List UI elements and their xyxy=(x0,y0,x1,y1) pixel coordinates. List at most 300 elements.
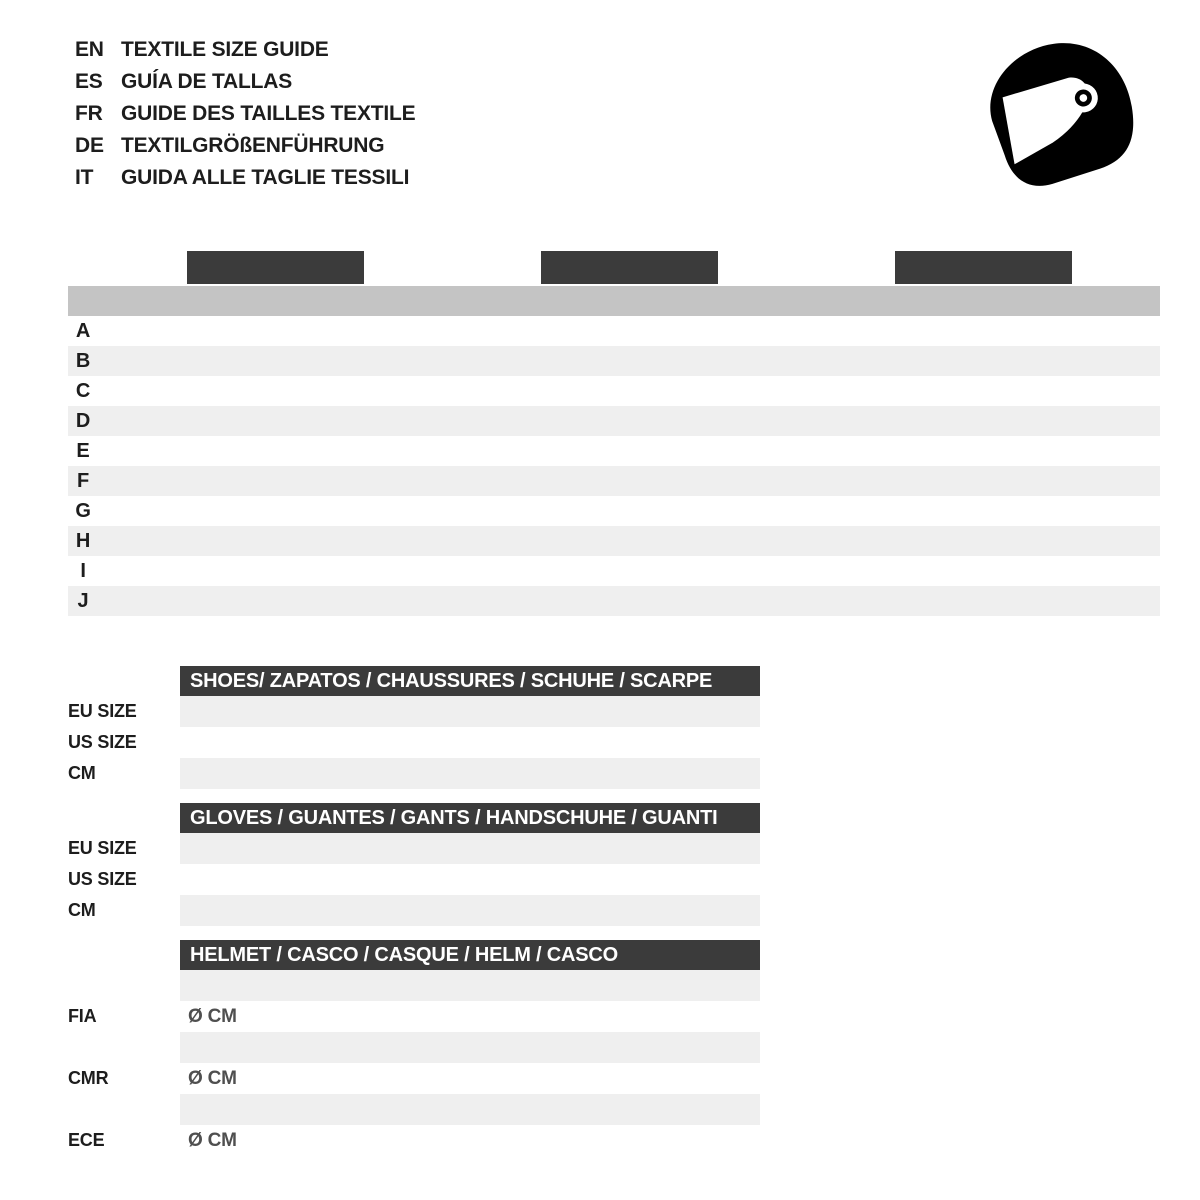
size-cell xyxy=(257,727,296,758)
measurement-cell xyxy=(187,376,276,406)
size-cell xyxy=(296,758,335,789)
measurement-cell xyxy=(452,526,541,556)
row-values xyxy=(180,696,760,727)
size-cell xyxy=(180,727,219,758)
helmet-title-bar: HELMET / CASCO / CASQUE / HELM / CASCO xyxy=(180,940,760,970)
size-cell xyxy=(373,895,470,926)
size-cell xyxy=(451,758,490,789)
measurement-cell xyxy=(718,316,807,346)
size-cell xyxy=(595,1063,675,1094)
measurement-cell xyxy=(98,586,187,616)
measurement-cell xyxy=(452,496,541,526)
size-label-cell xyxy=(435,970,515,1001)
size-label-cell xyxy=(355,1094,435,1125)
size-cell xyxy=(675,1001,755,1032)
measurement-cell xyxy=(98,556,187,586)
standard-label: ECE xyxy=(68,1130,105,1150)
size-label-cell xyxy=(435,1094,515,1125)
row-label: EU SIZE xyxy=(68,701,137,721)
measurement-cell xyxy=(98,436,187,466)
size-cell xyxy=(275,1125,355,1156)
size-cell xyxy=(451,696,490,727)
size-group-label xyxy=(364,251,541,284)
measurement-cell xyxy=(452,436,541,466)
measurement-cell xyxy=(983,376,1072,406)
row-label: J xyxy=(77,589,89,612)
table-row xyxy=(68,406,1160,436)
measurement-cell xyxy=(895,556,984,586)
measurement-cell xyxy=(541,496,630,526)
measurement-cell xyxy=(806,346,895,376)
measurement-cell xyxy=(541,586,630,616)
measurement-cell xyxy=(275,526,364,556)
measurement-cell xyxy=(895,586,984,616)
size-cell xyxy=(435,1063,515,1094)
size-cell xyxy=(528,696,567,727)
size-label-cell xyxy=(435,1032,515,1063)
size-cell xyxy=(644,758,683,789)
measurement-cell xyxy=(541,466,630,496)
size-cell xyxy=(721,696,760,727)
measurement-cell xyxy=(275,316,364,346)
measurement-cell xyxy=(983,526,1072,556)
measurement-cell xyxy=(275,496,364,526)
row-label: D xyxy=(75,409,91,432)
measurement-cell xyxy=(452,466,541,496)
measurement-cell xyxy=(364,556,453,586)
measurement-cell xyxy=(629,376,718,406)
size-cell xyxy=(489,696,528,727)
size-cell xyxy=(296,727,335,758)
measurement-cell xyxy=(718,406,807,436)
size-cell xyxy=(277,864,374,895)
size-cell xyxy=(605,758,644,789)
measurement-cell xyxy=(806,526,895,556)
shoes-table xyxy=(68,666,760,789)
standard-label: CMR xyxy=(68,1068,109,1088)
size-cell xyxy=(373,727,412,758)
row-label: EU SIZE xyxy=(68,838,137,858)
size-number xyxy=(806,286,895,316)
measurement-cell xyxy=(275,466,364,496)
size-cell xyxy=(355,1001,435,1032)
row-values xyxy=(180,758,760,789)
table-row xyxy=(68,895,760,926)
size-number xyxy=(275,286,364,316)
measurement-cell xyxy=(629,436,718,466)
size-group-label xyxy=(187,251,364,284)
measurement-cell xyxy=(98,466,187,496)
measurement-cell xyxy=(541,526,630,556)
measurement-cell xyxy=(895,406,984,436)
spacer xyxy=(180,970,275,1001)
measurement-cell xyxy=(364,466,453,496)
measurement-cell xyxy=(541,406,630,436)
row-values xyxy=(180,895,760,926)
measurement-cell xyxy=(983,496,1072,526)
size-label-cell xyxy=(595,1094,675,1125)
measurement-cell xyxy=(718,526,807,556)
measurement-cell xyxy=(187,586,276,616)
table-row xyxy=(68,758,760,789)
size-cell xyxy=(257,758,296,789)
measurement-cell xyxy=(718,556,807,586)
measurement-cell xyxy=(364,406,453,436)
row-values xyxy=(180,1125,760,1156)
measurement-cell xyxy=(98,316,187,346)
language-code: ES xyxy=(75,70,103,93)
measurement-cell xyxy=(1072,466,1161,496)
size-cell xyxy=(567,864,664,895)
measurement-cell xyxy=(275,406,364,436)
size-cell xyxy=(219,727,258,758)
row-label: US SIZE xyxy=(68,869,137,889)
size-group-label xyxy=(895,251,1072,284)
size-label-cell xyxy=(275,1094,355,1125)
size-cell xyxy=(644,696,683,727)
row-values xyxy=(180,970,760,1001)
unit-cell: Ø CM xyxy=(188,1067,237,1089)
row-values xyxy=(180,864,760,895)
size-number xyxy=(98,286,187,316)
table-row xyxy=(68,376,1160,406)
row-label: H xyxy=(75,529,91,552)
measurement-cell xyxy=(629,526,718,556)
size-cell xyxy=(683,727,722,758)
size-label-cell xyxy=(515,970,595,1001)
measurement-legend xyxy=(805,666,1183,1156)
table-row xyxy=(68,833,760,864)
size-label-cell xyxy=(355,970,435,1001)
language-code: IT xyxy=(75,166,94,189)
numeric-size-band xyxy=(68,286,1160,316)
measurement-cell xyxy=(983,466,1072,496)
table-row xyxy=(68,1125,760,1156)
measurement-cell xyxy=(364,586,453,616)
size-cell xyxy=(470,833,567,864)
row-label: CM xyxy=(68,900,96,920)
size-cell xyxy=(515,1125,595,1156)
measurement-cell xyxy=(895,466,984,496)
table-row xyxy=(68,436,1160,466)
size-cell xyxy=(567,727,606,758)
size-cell xyxy=(663,864,760,895)
measurement-cell xyxy=(187,466,276,496)
gloves-title-bar: GLOVES / GUANTES / GANTS / HANDSCHUHE / GUANTI xyxy=(180,803,760,833)
row-label: B xyxy=(75,349,91,372)
measurement-cell xyxy=(187,496,276,526)
size-cell xyxy=(675,1125,755,1156)
size-cell xyxy=(515,1063,595,1094)
size-cell xyxy=(180,833,277,864)
measurement-cell xyxy=(895,376,984,406)
measurement-cell xyxy=(98,406,187,436)
accessory-size-section xyxy=(68,666,1200,1156)
garment-size-table xyxy=(68,251,1160,616)
table-row xyxy=(68,864,760,895)
size-cell xyxy=(595,1001,675,1032)
helmet-standard-section xyxy=(68,970,760,1032)
measurement-cell xyxy=(629,406,718,436)
measurement-cell xyxy=(187,526,276,556)
measurement-cell xyxy=(452,316,541,346)
measurement-cell xyxy=(718,376,807,406)
table-row xyxy=(68,346,1160,376)
spacer xyxy=(68,1094,180,1125)
measurement-cell xyxy=(452,556,541,586)
measurement-cell xyxy=(98,496,187,526)
size-label-cell xyxy=(275,1032,355,1063)
size-header-row xyxy=(68,1032,760,1063)
measurement-cell xyxy=(98,346,187,376)
measurement-cell xyxy=(452,376,541,406)
measurement-cell xyxy=(806,466,895,496)
measurement-cell xyxy=(895,496,984,526)
size-cell xyxy=(277,895,374,926)
size-group-label xyxy=(541,251,718,284)
language-title: GUÍA DE TALLAS xyxy=(121,70,293,93)
size-number xyxy=(452,286,541,316)
measurement-cell xyxy=(452,586,541,616)
measurement-cell xyxy=(1072,586,1161,616)
size-cell xyxy=(180,864,277,895)
size-cell xyxy=(373,758,412,789)
measurement-cell xyxy=(895,316,984,346)
language-title: GUIDA ALLE TAGLIE TESSILI xyxy=(121,166,410,189)
measurement-cell xyxy=(541,346,630,376)
measurement-cell xyxy=(187,316,276,346)
row-values xyxy=(180,1094,760,1125)
shoes-title-bar: SHOES/ ZAPATOS / CHAUSSURES / SCHUHE / SCARPE xyxy=(180,666,760,696)
row-label: F xyxy=(76,469,90,492)
size-number xyxy=(187,286,276,316)
measurement-cell xyxy=(718,436,807,466)
size-cell xyxy=(605,727,644,758)
size-number xyxy=(364,286,453,316)
size-number xyxy=(895,286,984,316)
size-cell xyxy=(335,758,374,789)
size-cell xyxy=(275,1001,355,1032)
size-cell xyxy=(180,895,277,926)
row-label: C xyxy=(75,379,91,402)
table-row xyxy=(68,496,1160,526)
size-number xyxy=(718,286,807,316)
measurement-cell xyxy=(806,436,895,466)
size-header-row xyxy=(68,970,760,1001)
size-cell xyxy=(335,696,374,727)
measurement-cell xyxy=(275,346,364,376)
size-cell xyxy=(373,864,470,895)
size-header-row xyxy=(68,1094,760,1125)
size-cell xyxy=(683,696,722,727)
size-cell xyxy=(412,696,451,727)
size-cell xyxy=(470,895,567,926)
measurement-cell xyxy=(452,406,541,436)
measurement-cell xyxy=(718,346,807,376)
size-group-header-row xyxy=(68,251,1160,284)
size-cell xyxy=(219,696,258,727)
size-label-cell xyxy=(595,970,675,1001)
size-group-label xyxy=(718,251,895,284)
measurement-cell xyxy=(187,406,276,436)
size-cell xyxy=(277,833,374,864)
measurement-cell xyxy=(1072,406,1161,436)
header xyxy=(0,0,1200,215)
table-row xyxy=(68,556,1160,586)
helmet-standard-section xyxy=(68,1094,760,1156)
row-values xyxy=(180,727,760,758)
measurement-cell xyxy=(718,466,807,496)
row-values xyxy=(180,1063,760,1094)
measurement-cell xyxy=(718,496,807,526)
helmet-table xyxy=(68,940,760,1156)
racing-helmet-icon xyxy=(975,30,1145,200)
size-number xyxy=(541,286,630,316)
measurement-cell xyxy=(98,526,187,556)
size-cell xyxy=(355,1063,435,1094)
size-cell xyxy=(373,833,470,864)
size-cell xyxy=(721,758,760,789)
measurement-cell xyxy=(364,496,453,526)
size-cell xyxy=(567,895,664,926)
measurement-cell xyxy=(983,316,1072,346)
size-label-cell xyxy=(515,1032,595,1063)
size-cell xyxy=(451,727,490,758)
measurement-cell xyxy=(895,436,984,466)
size-cell xyxy=(528,727,567,758)
size-number xyxy=(983,286,1072,316)
measurement-cell xyxy=(983,346,1072,376)
row-values xyxy=(180,833,760,864)
size-label-cell xyxy=(355,1032,435,1063)
measurement-cell xyxy=(629,466,718,496)
size-cell xyxy=(721,727,760,758)
size-number xyxy=(1072,286,1161,316)
measurement-cell xyxy=(629,496,718,526)
measurement-cell xyxy=(275,586,364,616)
language-title: GUIDE DES TAILLES TEXTILE xyxy=(121,102,416,125)
measurement-cell xyxy=(364,316,453,346)
size-cell xyxy=(257,696,296,727)
measurement-cell xyxy=(983,436,1072,466)
size-cell xyxy=(663,895,760,926)
measurement-cell xyxy=(275,376,364,406)
measurement-cell xyxy=(1072,496,1161,526)
unit-cell: Ø CM xyxy=(188,1005,237,1027)
spacer xyxy=(180,1094,275,1125)
row-label: A xyxy=(75,319,91,342)
measurement-cell xyxy=(452,346,541,376)
accessory-tables xyxy=(68,666,760,1156)
size-cell xyxy=(373,696,412,727)
size-cell xyxy=(335,727,374,758)
size-cell xyxy=(470,864,567,895)
size-label-cell xyxy=(675,970,755,1001)
size-cell xyxy=(683,758,722,789)
table-row xyxy=(68,316,1160,346)
measurement-cell xyxy=(187,556,276,586)
measurement-cell xyxy=(1072,316,1161,346)
size-cell xyxy=(567,696,606,727)
spacer xyxy=(68,286,98,316)
size-number xyxy=(629,286,718,316)
measurement-cell xyxy=(275,436,364,466)
measurement-cell xyxy=(806,406,895,436)
table-row xyxy=(68,1001,760,1032)
measurement-cell xyxy=(98,376,187,406)
row-values xyxy=(180,1032,760,1063)
measurement-cell xyxy=(1072,376,1161,406)
row-values xyxy=(180,1001,760,1032)
measurement-cell xyxy=(1072,556,1161,586)
measurement-cell xyxy=(364,436,453,466)
measurement-cell xyxy=(187,346,276,376)
measurement-cell xyxy=(364,376,453,406)
measurement-cell xyxy=(541,316,630,346)
size-cell xyxy=(489,758,528,789)
measurement-rows xyxy=(68,316,1160,616)
measurement-cell xyxy=(629,316,718,346)
size-label-cell xyxy=(515,1094,595,1125)
size-cell xyxy=(489,727,528,758)
size-cell xyxy=(275,1063,355,1094)
table-row xyxy=(68,526,1160,556)
measurement-cell xyxy=(629,346,718,376)
measurement-cell xyxy=(187,436,276,466)
language-title: TEXTILGRÖßENFÜHRUNG xyxy=(121,134,385,157)
measurement-cell xyxy=(806,586,895,616)
row-label: CM xyxy=(68,763,96,783)
measurement-cell xyxy=(806,556,895,586)
size-cell xyxy=(435,1001,515,1032)
measurement-cell xyxy=(541,376,630,406)
size-cell xyxy=(412,758,451,789)
table-row xyxy=(68,696,760,727)
size-cell xyxy=(663,833,760,864)
measurement-cell xyxy=(983,586,1072,616)
gloves-table xyxy=(68,803,760,926)
measurement-cell xyxy=(806,496,895,526)
helmet-standard-section xyxy=(68,1032,760,1094)
size-cell xyxy=(435,1125,515,1156)
size-cell xyxy=(567,758,606,789)
table-row xyxy=(68,1063,760,1094)
measurement-cell xyxy=(983,406,1072,436)
size-cell xyxy=(180,758,219,789)
row-label: US SIZE xyxy=(68,732,137,752)
standard-label: FIA xyxy=(68,1006,97,1026)
measurement-cell xyxy=(806,316,895,346)
measurement-cell xyxy=(275,556,364,586)
row-label: G xyxy=(75,499,91,522)
spacer xyxy=(68,970,180,1001)
language-title: TEXTILE SIZE GUIDE xyxy=(121,38,329,61)
size-cell xyxy=(515,1001,595,1032)
size-cell xyxy=(412,727,451,758)
size-cell xyxy=(528,758,567,789)
row-label: I xyxy=(80,559,86,582)
size-cell xyxy=(180,696,219,727)
language-code: FR xyxy=(75,102,103,125)
size-cell xyxy=(595,1125,675,1156)
size-cell xyxy=(605,696,644,727)
measurement-cell xyxy=(629,586,718,616)
table-row xyxy=(68,727,760,758)
measurement-cell xyxy=(364,346,453,376)
language-code: DE xyxy=(75,134,104,157)
size-label-cell xyxy=(675,1094,755,1125)
measurement-cell xyxy=(629,556,718,586)
